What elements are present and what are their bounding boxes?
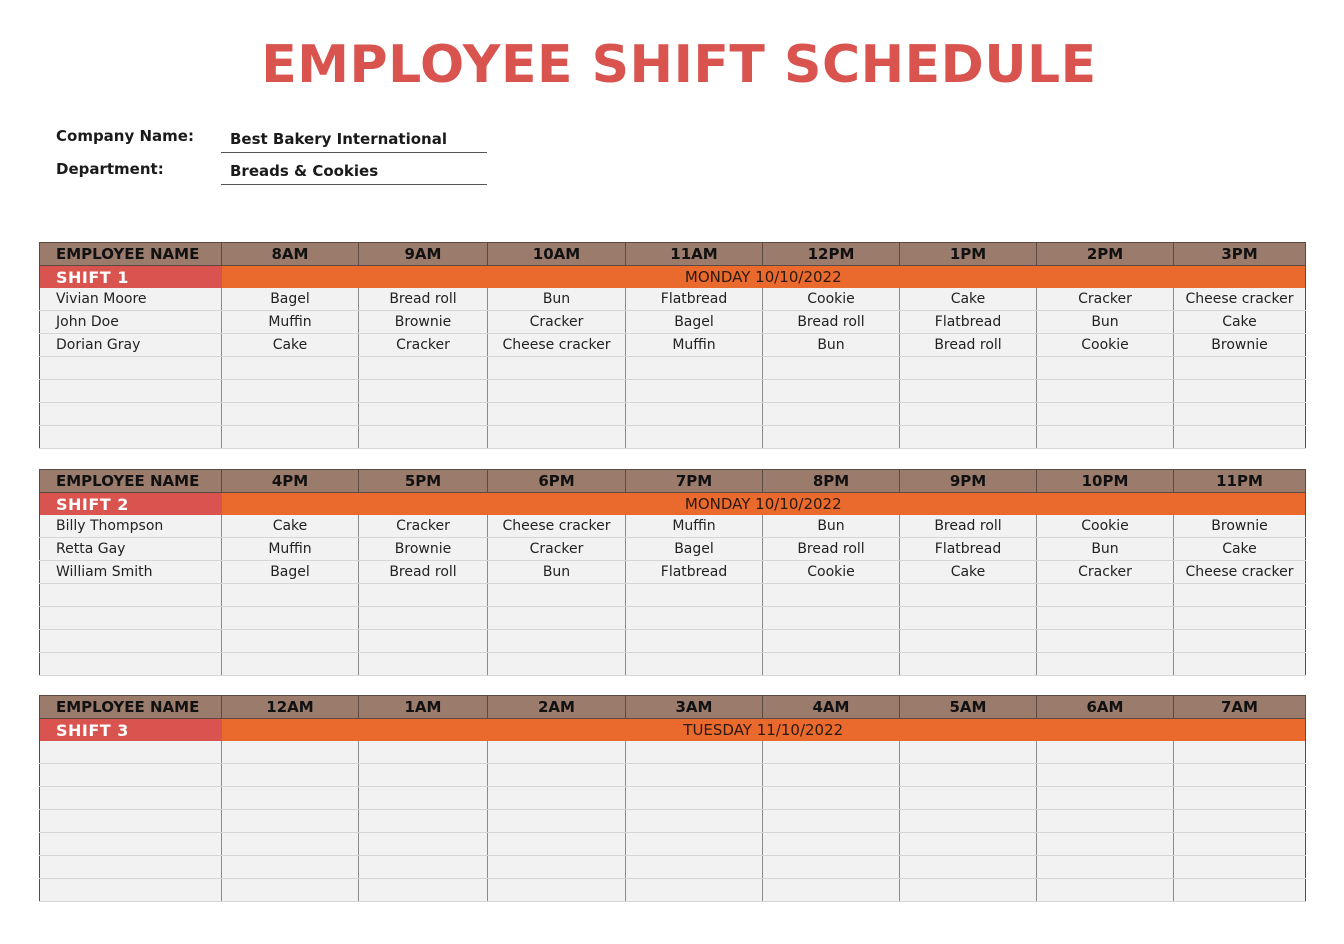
task-cell[interactable] (222, 833, 359, 856)
department-field[interactable]: Breads & Cookies (221, 157, 487, 185)
task-cell[interactable] (1037, 787, 1174, 810)
table-header-row (40, 470, 1306, 493)
table-row (40, 584, 1306, 607)
shift-label: SHIFT 1 (40, 266, 222, 289)
employee-name-cell[interactable] (40, 787, 222, 810)
task-cell[interactable] (900, 787, 1037, 810)
shift-row (40, 266, 1306, 289)
table-row (40, 288, 1306, 311)
task-cell[interactable]: Brownie (359, 311, 488, 334)
task-cell[interactable] (222, 426, 359, 449)
task-cell[interactable] (763, 357, 900, 380)
task-cell[interactable] (359, 607, 488, 630)
task-cell[interactable] (1174, 879, 1306, 902)
task-cell[interactable]: Bun (763, 515, 900, 538)
task-cell[interactable] (626, 607, 763, 630)
shift-day-date: TUESDAY 11/10/2022 (222, 719, 1306, 742)
table-row (40, 879, 1306, 902)
task-cell[interactable] (763, 426, 900, 449)
task-cell[interactable] (488, 584, 626, 607)
hour-header: 1PM (900, 243, 1037, 266)
task-cell[interactable] (626, 856, 763, 879)
task-cell[interactable]: Bread roll (763, 311, 900, 334)
task-cell[interactable]: Muffin (626, 334, 763, 357)
hour-header: 8AM (222, 243, 359, 266)
task-cell[interactable] (626, 357, 763, 380)
task-cell[interactable] (222, 741, 359, 764)
task-cell[interactable]: Bread roll (359, 561, 488, 584)
task-cell[interactable]: Bagel (626, 311, 763, 334)
hour-header: 11PM (1174, 470, 1306, 493)
table-row (40, 334, 1306, 357)
task-cell[interactable] (222, 584, 359, 607)
task-cell[interactable] (763, 856, 900, 879)
task-cell[interactable] (626, 741, 763, 764)
task-cell[interactable] (900, 357, 1037, 380)
table-row (40, 741, 1306, 764)
table-row (40, 810, 1306, 833)
task-cell[interactable] (1037, 653, 1174, 676)
task-cell[interactable] (1037, 810, 1174, 833)
task-cell[interactable]: Bun (488, 561, 626, 584)
page-title: EMPLOYEE SHIFT SCHEDULE (261, 35, 1097, 95)
task-cell[interactable] (763, 380, 900, 403)
task-cell[interactable]: Cookie (1037, 334, 1174, 357)
task-cell[interactable]: Cookie (1037, 515, 1174, 538)
task-cell[interactable] (900, 741, 1037, 764)
task-cell[interactable]: Cracker (488, 311, 626, 334)
task-cell[interactable] (1174, 630, 1306, 653)
task-cell[interactable] (763, 403, 900, 426)
task-cell[interactable] (1174, 653, 1306, 676)
task-cell[interactable] (222, 787, 359, 810)
task-cell[interactable]: Bagel (222, 561, 359, 584)
task-cell[interactable]: Bagel (626, 538, 763, 561)
task-cell[interactable] (1037, 630, 1174, 653)
hour-header: 4AM (763, 696, 900, 719)
task-cell[interactable] (488, 833, 626, 856)
task-cell[interactable] (1037, 357, 1174, 380)
task-cell[interactable] (1037, 584, 1174, 607)
task-cell[interactable] (222, 856, 359, 879)
task-cell[interactable] (1174, 584, 1306, 607)
hour-header: 3PM (1174, 243, 1306, 266)
task-cell[interactable] (626, 403, 763, 426)
task-cell[interactable] (1037, 403, 1174, 426)
task-cell[interactable] (900, 856, 1037, 879)
task-cell[interactable] (763, 584, 900, 607)
hour-header: 12PM (763, 243, 900, 266)
task-cell[interactable] (900, 403, 1037, 426)
task-cell[interactable]: Brownie (1174, 515, 1306, 538)
task-cell[interactable] (359, 630, 488, 653)
task-cell[interactable] (1174, 403, 1306, 426)
table-header-row (40, 243, 1306, 266)
employee-name-cell[interactable] (40, 357, 222, 380)
hour-header: 10PM (1037, 470, 1174, 493)
task-cell[interactable] (1037, 856, 1174, 879)
task-cell[interactable] (359, 879, 488, 902)
employee-name-cell[interactable] (40, 380, 222, 403)
task-cell[interactable] (900, 426, 1037, 449)
shift-label: SHIFT 2 (40, 493, 222, 516)
employee-name-cell[interactable] (40, 653, 222, 676)
shift-table-1 (39, 242, 1306, 449)
task-cell[interactable] (359, 833, 488, 856)
employee-name-cell[interactable]: William Smith (40, 561, 222, 584)
task-cell[interactable]: Bagel (222, 288, 359, 311)
employee-name-cell[interactable] (40, 607, 222, 630)
task-cell[interactable] (763, 764, 900, 787)
task-cell[interactable] (359, 741, 488, 764)
shift-table-3 (39, 695, 1306, 902)
task-cell[interactable]: Muffin (626, 515, 763, 538)
task-cell[interactable] (900, 380, 1037, 403)
task-cell[interactable]: Cheese cracker (488, 334, 626, 357)
employee-name-cell[interactable]: Billy Thompson (40, 515, 222, 538)
shift-table-2 (39, 469, 1306, 676)
task-cell[interactable] (900, 764, 1037, 787)
task-cell[interactable] (488, 879, 626, 902)
table-row (40, 380, 1306, 403)
task-cell[interactable] (626, 879, 763, 902)
hour-header: 9PM (900, 470, 1037, 493)
task-cell[interactable] (359, 380, 488, 403)
task-cell[interactable] (900, 833, 1037, 856)
task-cell[interactable] (1174, 607, 1306, 630)
table-row (40, 856, 1306, 879)
task-cell[interactable]: Bread roll (900, 334, 1037, 357)
task-cell[interactable] (1174, 810, 1306, 833)
task-cell[interactable] (626, 764, 763, 787)
task-cell[interactable] (359, 357, 488, 380)
task-cell[interactable]: Bun (488, 288, 626, 311)
task-cell[interactable]: Flatbread (900, 538, 1037, 561)
task-cell[interactable] (763, 833, 900, 856)
task-cell[interactable] (359, 764, 488, 787)
table-row (40, 561, 1306, 584)
employee-name-cell[interactable] (40, 741, 222, 764)
employee-name-header: EMPLOYEE NAME (40, 470, 222, 493)
hour-header: 5AM (900, 696, 1037, 719)
company-name-label: Company Name: (56, 127, 194, 145)
task-cell[interactable]: Muffin (222, 538, 359, 561)
task-cell[interactable] (222, 653, 359, 676)
task-cell[interactable] (488, 741, 626, 764)
employee-name-cell[interactable]: Dorian Gray (40, 334, 222, 357)
task-cell[interactable]: Muffin (222, 311, 359, 334)
task-cell[interactable] (626, 380, 763, 403)
task-cell[interactable]: Bread roll (763, 538, 900, 561)
employee-name-cell[interactable]: John Doe (40, 311, 222, 334)
task-cell[interactable] (1037, 833, 1174, 856)
hour-header: 7PM (626, 470, 763, 493)
task-cell[interactable]: Cake (1174, 311, 1306, 334)
task-cell[interactable]: Cake (900, 288, 1037, 311)
task-cell[interactable] (488, 630, 626, 653)
employee-name-cell[interactable]: Retta Gay (40, 538, 222, 561)
task-cell[interactable] (626, 630, 763, 653)
employee-name-cell[interactable] (40, 584, 222, 607)
hour-header: 10AM (488, 243, 626, 266)
task-cell[interactable] (359, 856, 488, 879)
task-cell[interactable] (1037, 741, 1174, 764)
task-cell[interactable] (763, 607, 900, 630)
task-cell[interactable]: Cheese cracker (1174, 561, 1306, 584)
task-cell[interactable] (900, 810, 1037, 833)
task-cell[interactable]: Cracker (1037, 288, 1174, 311)
table-row (40, 764, 1306, 787)
task-cell[interactable] (222, 879, 359, 902)
task-cell[interactable] (900, 879, 1037, 902)
task-cell[interactable]: Brownie (359, 538, 488, 561)
task-cell[interactable]: Cookie (763, 561, 900, 584)
task-cell[interactable] (359, 787, 488, 810)
task-cell[interactable] (1037, 879, 1174, 902)
task-cell[interactable] (1037, 764, 1174, 787)
task-cell[interactable] (763, 653, 900, 676)
employee-name-header: EMPLOYEE NAME (40, 696, 222, 719)
task-cell[interactable] (1037, 607, 1174, 630)
task-cell[interactable]: Bun (763, 334, 900, 357)
table-row (40, 538, 1306, 561)
task-cell[interactable] (626, 426, 763, 449)
employee-name-cell[interactable] (40, 879, 222, 902)
employee-name-cell[interactable] (40, 856, 222, 879)
table-row (40, 311, 1306, 334)
task-cell[interactable]: Cake (222, 334, 359, 357)
hour-header: 2AM (488, 696, 626, 719)
task-cell[interactable]: Bun (1037, 311, 1174, 334)
hour-header: 1AM (359, 696, 488, 719)
task-cell[interactable] (488, 607, 626, 630)
task-cell[interactable] (488, 357, 626, 380)
task-cell[interactable] (763, 630, 900, 653)
table-row (40, 833, 1306, 856)
table-row (40, 357, 1306, 380)
table-row (40, 787, 1306, 810)
task-cell[interactable] (488, 403, 626, 426)
task-cell[interactable] (1174, 787, 1306, 810)
task-cell[interactable] (900, 607, 1037, 630)
task-cell[interactable] (1174, 357, 1306, 380)
task-cell[interactable] (900, 584, 1037, 607)
table-row (40, 515, 1306, 538)
task-cell[interactable] (1037, 380, 1174, 403)
task-cell[interactable] (1174, 856, 1306, 879)
task-cell[interactable] (900, 653, 1037, 676)
hour-header: 6PM (488, 470, 626, 493)
table-row (40, 426, 1306, 449)
task-cell[interactable] (222, 810, 359, 833)
employee-name-cell[interactable]: Vivian Moore (40, 288, 222, 311)
task-cell[interactable]: Cake (222, 515, 359, 538)
task-cell[interactable]: Flatbread (626, 561, 763, 584)
table-row (40, 630, 1306, 653)
hour-header: 12AM (222, 696, 359, 719)
task-cell[interactable]: Cake (1174, 538, 1306, 561)
task-cell[interactable] (763, 810, 900, 833)
shift-day-date: MONDAY 10/10/2022 (222, 266, 1306, 289)
task-cell[interactable]: Cheese cracker (488, 515, 626, 538)
task-cell[interactable]: Flatbread (900, 311, 1037, 334)
task-cell[interactable] (1174, 426, 1306, 449)
task-cell[interactable] (359, 810, 488, 833)
hour-header: 11AM (626, 243, 763, 266)
task-cell[interactable] (222, 380, 359, 403)
task-cell[interactable] (222, 630, 359, 653)
task-cell[interactable]: Cookie (763, 288, 900, 311)
task-cell[interactable] (359, 584, 488, 607)
task-cell[interactable] (1037, 426, 1174, 449)
hour-header: 9AM (359, 243, 488, 266)
employee-name-cell[interactable] (40, 764, 222, 787)
task-cell[interactable] (488, 426, 626, 449)
task-cell[interactable] (763, 879, 900, 902)
task-cell[interactable]: Flatbread (626, 288, 763, 311)
task-cell[interactable]: Cracker (359, 515, 488, 538)
task-cell[interactable] (488, 787, 626, 810)
table-row (40, 403, 1306, 426)
task-cell[interactable]: Bread roll (900, 515, 1037, 538)
task-cell[interactable] (359, 403, 488, 426)
task-cell[interactable]: Cheese cracker (1174, 288, 1306, 311)
task-cell[interactable]: Cracker (488, 538, 626, 561)
task-cell[interactable] (1174, 741, 1306, 764)
hour-header: 5PM (359, 470, 488, 493)
task-cell[interactable] (763, 741, 900, 764)
shift-day-date: MONDAY 10/10/2022 (222, 493, 1306, 516)
task-cell[interactable] (359, 426, 488, 449)
shift-row (40, 493, 1306, 516)
task-cell[interactable] (626, 584, 763, 607)
employee-name-cell[interactable] (40, 810, 222, 833)
employee-name-cell[interactable] (40, 630, 222, 653)
table-header-row (40, 696, 1306, 719)
task-cell[interactable] (222, 764, 359, 787)
task-cell[interactable] (222, 403, 359, 426)
hour-header: 2PM (1037, 243, 1174, 266)
employee-name-header: EMPLOYEE NAME (40, 243, 222, 266)
task-cell[interactable]: Cracker (1037, 561, 1174, 584)
company-name-field[interactable]: Best Bakery International (221, 125, 487, 153)
task-cell[interactable] (763, 787, 900, 810)
employee-name-cell[interactable] (40, 403, 222, 426)
task-cell[interactable] (900, 630, 1037, 653)
task-cell[interactable] (1174, 380, 1306, 403)
table-row (40, 607, 1306, 630)
table-row (40, 653, 1306, 676)
task-cell[interactable] (359, 653, 488, 676)
task-cell[interactable] (222, 357, 359, 380)
shift-row (40, 719, 1306, 742)
employee-name-cell[interactable] (40, 833, 222, 856)
task-cell[interactable] (626, 810, 763, 833)
employee-name-cell[interactable] (40, 426, 222, 449)
task-cell[interactable] (488, 856, 626, 879)
hour-header: 3AM (626, 696, 763, 719)
task-cell[interactable] (488, 810, 626, 833)
task-cell[interactable] (626, 787, 763, 810)
task-cell[interactable]: Bread roll (359, 288, 488, 311)
task-cell[interactable] (488, 653, 626, 676)
shift-label: SHIFT 3 (40, 719, 222, 742)
task-cell[interactable]: Brownie (1174, 334, 1306, 357)
department-label: Department: (56, 160, 164, 178)
task-cell[interactable]: Cracker (359, 334, 488, 357)
task-cell[interactable] (488, 764, 626, 787)
task-cell[interactable] (626, 833, 763, 856)
hour-header: 8PM (763, 470, 900, 493)
task-cell[interactable]: Cake (900, 561, 1037, 584)
task-cell[interactable]: Bun (1037, 538, 1174, 561)
hour-header: 6AM (1037, 696, 1174, 719)
hour-header: 4PM (222, 470, 359, 493)
task-cell[interactable] (222, 607, 359, 630)
task-cell[interactable] (488, 380, 626, 403)
task-cell[interactable] (1174, 764, 1306, 787)
task-cell[interactable] (1174, 833, 1306, 856)
hour-header: 7AM (1174, 696, 1306, 719)
task-cell[interactable] (626, 653, 763, 676)
